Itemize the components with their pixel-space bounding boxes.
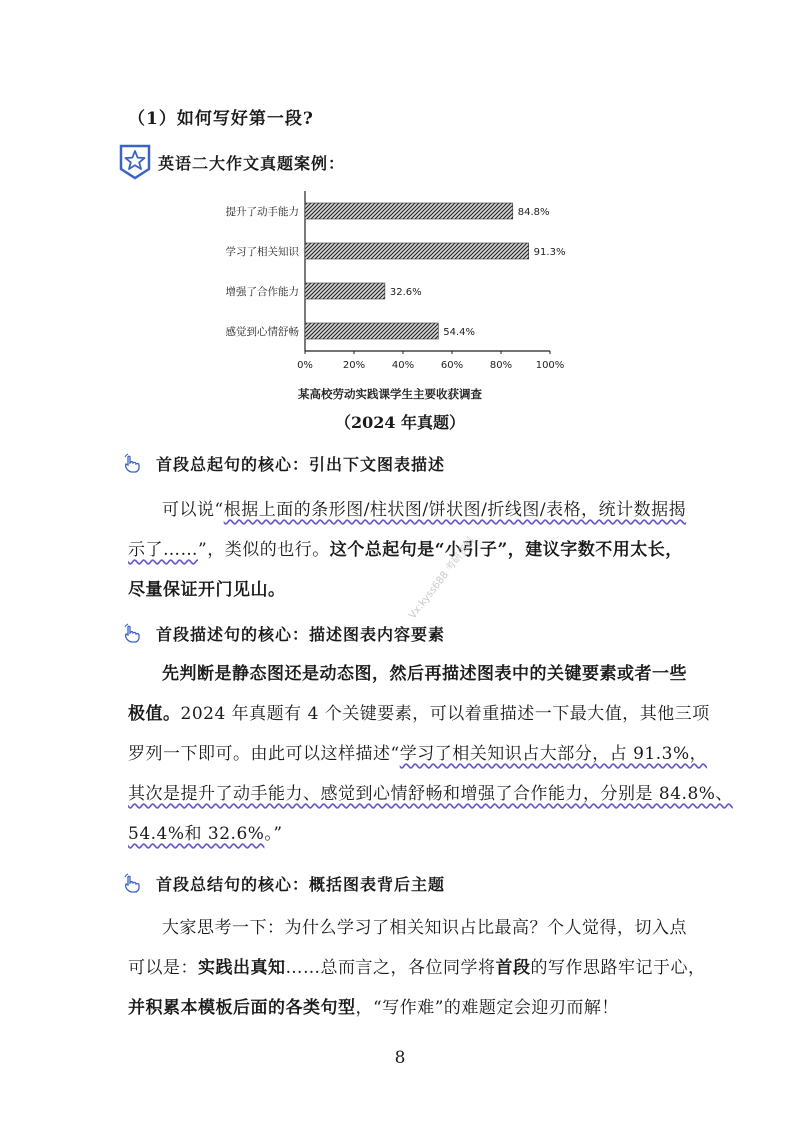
value-label: 32.6%	[389, 287, 422, 298]
text-line: 尽量保证开门见山。	[128, 580, 286, 600]
text-line	[128, 490, 698, 530]
pointing-hand-icon	[122, 453, 144, 475]
text-run: ”，类似的也行。	[198, 540, 330, 560]
underlined-line: 其次是提升了动手能力、感觉到心情舒畅和增强了合作能力，分别是 84.8%、	[128, 784, 733, 804]
text-line	[128, 988, 698, 1028]
underlined-text: 示了……	[128, 540, 198, 560]
text-line	[128, 530, 698, 570]
text-run: 2024 年真题有 4 个关键要素，可以着重描述一下最大值，其他三项	[180, 704, 710, 724]
value-label: 54.4%	[443, 327, 476, 338]
bold-text: 这个总起句是“小引子”，建议字数不用太长，	[329, 540, 683, 560]
case-label: 英语二大作文真题案例：	[158, 153, 346, 173]
x-tick-label: 20%	[342, 360, 366, 371]
text-line	[128, 948, 706, 988]
underlined-text: 根据上面的条形图/柱状图/饼状图/折线图/表格，统计数据揭	[223, 500, 687, 520]
section-heading-1	[122, 452, 445, 475]
value-label: 91.3%	[533, 247, 566, 258]
x-tick-label: 80%	[489, 360, 513, 371]
paragraph-1	[128, 490, 698, 610]
watermark: Vx:kyss688 考研资料	[407, 535, 478, 622]
bar	[305, 323, 438, 339]
text-line	[128, 694, 710, 734]
chart-title: 某高校劳动实践课学生主要收获调查	[298, 387, 482, 401]
bar	[305, 243, 529, 259]
text-line: 大家思考一下：为什么学习了相关知识占比最高？个人觉得，切入点	[162, 918, 687, 938]
category-label: 增强了合作能力	[225, 286, 299, 298]
text-run: 。”	[264, 824, 283, 844]
text-run: 可以是：	[128, 958, 198, 978]
heading-text: 首段总起句的核心：引出下文图表描述	[156, 455, 446, 474]
section-heading-3	[122, 872, 445, 895]
pointing-hand-icon	[122, 873, 144, 895]
star-badge-icon	[118, 143, 152, 181]
x-tick-label: 40%	[391, 360, 415, 371]
bar	[305, 203, 513, 219]
heading-text: 首段描述句的核心：描述图表内容要素	[156, 625, 446, 644]
underlined-text: 学习了相关知识占大部分，占 91.3%，	[399, 744, 708, 764]
page-number: 8	[394, 1048, 406, 1068]
paragraph-3	[128, 908, 706, 1028]
chart-caption: （2024 年真题）	[334, 413, 466, 432]
bold-text: 实践出真知	[198, 958, 286, 978]
x-tick-label: 100%	[535, 360, 565, 371]
text-line	[128, 814, 698, 854]
bar-chart	[200, 186, 580, 446]
paragraph-2	[128, 654, 733, 854]
case-row	[118, 142, 345, 182]
heading-text: 首段总结句的核心：概括图表背后主题	[156, 875, 446, 894]
section-title: （1）如何写好第一段?	[128, 109, 314, 129]
section-heading-2	[122, 622, 445, 645]
text-run: 可以说“	[162, 500, 224, 520]
text-line	[128, 734, 708, 774]
text-run: 的写作思路牢记于心，	[530, 958, 706, 978]
pointing-hand-icon	[122, 623, 144, 645]
bold-text: 极值。	[128, 704, 181, 724]
x-tick-label: 60%	[440, 360, 464, 371]
text-line: 先判断是静态图还是动态图，然后再描述图表中的关键要素或者一些	[162, 664, 687, 684]
value-label: 84.8%	[517, 207, 550, 218]
bold-text: 并积累本模板后面的各类句型	[128, 998, 356, 1018]
category-label: 感觉到心情舒畅	[225, 326, 299, 338]
text-run: ，“写作难”的难题定会迎刃而解！	[355, 998, 619, 1018]
text-run: ……总而言之，各位同学将	[285, 958, 496, 978]
underlined-text: 54.4%和 32.6%	[128, 824, 265, 844]
bold-text: 首段	[495, 958, 531, 978]
bar	[305, 283, 385, 299]
text-run: 罗列一下即可。由此可以这样描述“	[128, 744, 400, 764]
category-label: 提升了动手能力	[225, 206, 299, 218]
x-tick-label: 0%	[297, 360, 313, 371]
category-label: 学习了相关知识	[225, 246, 299, 258]
